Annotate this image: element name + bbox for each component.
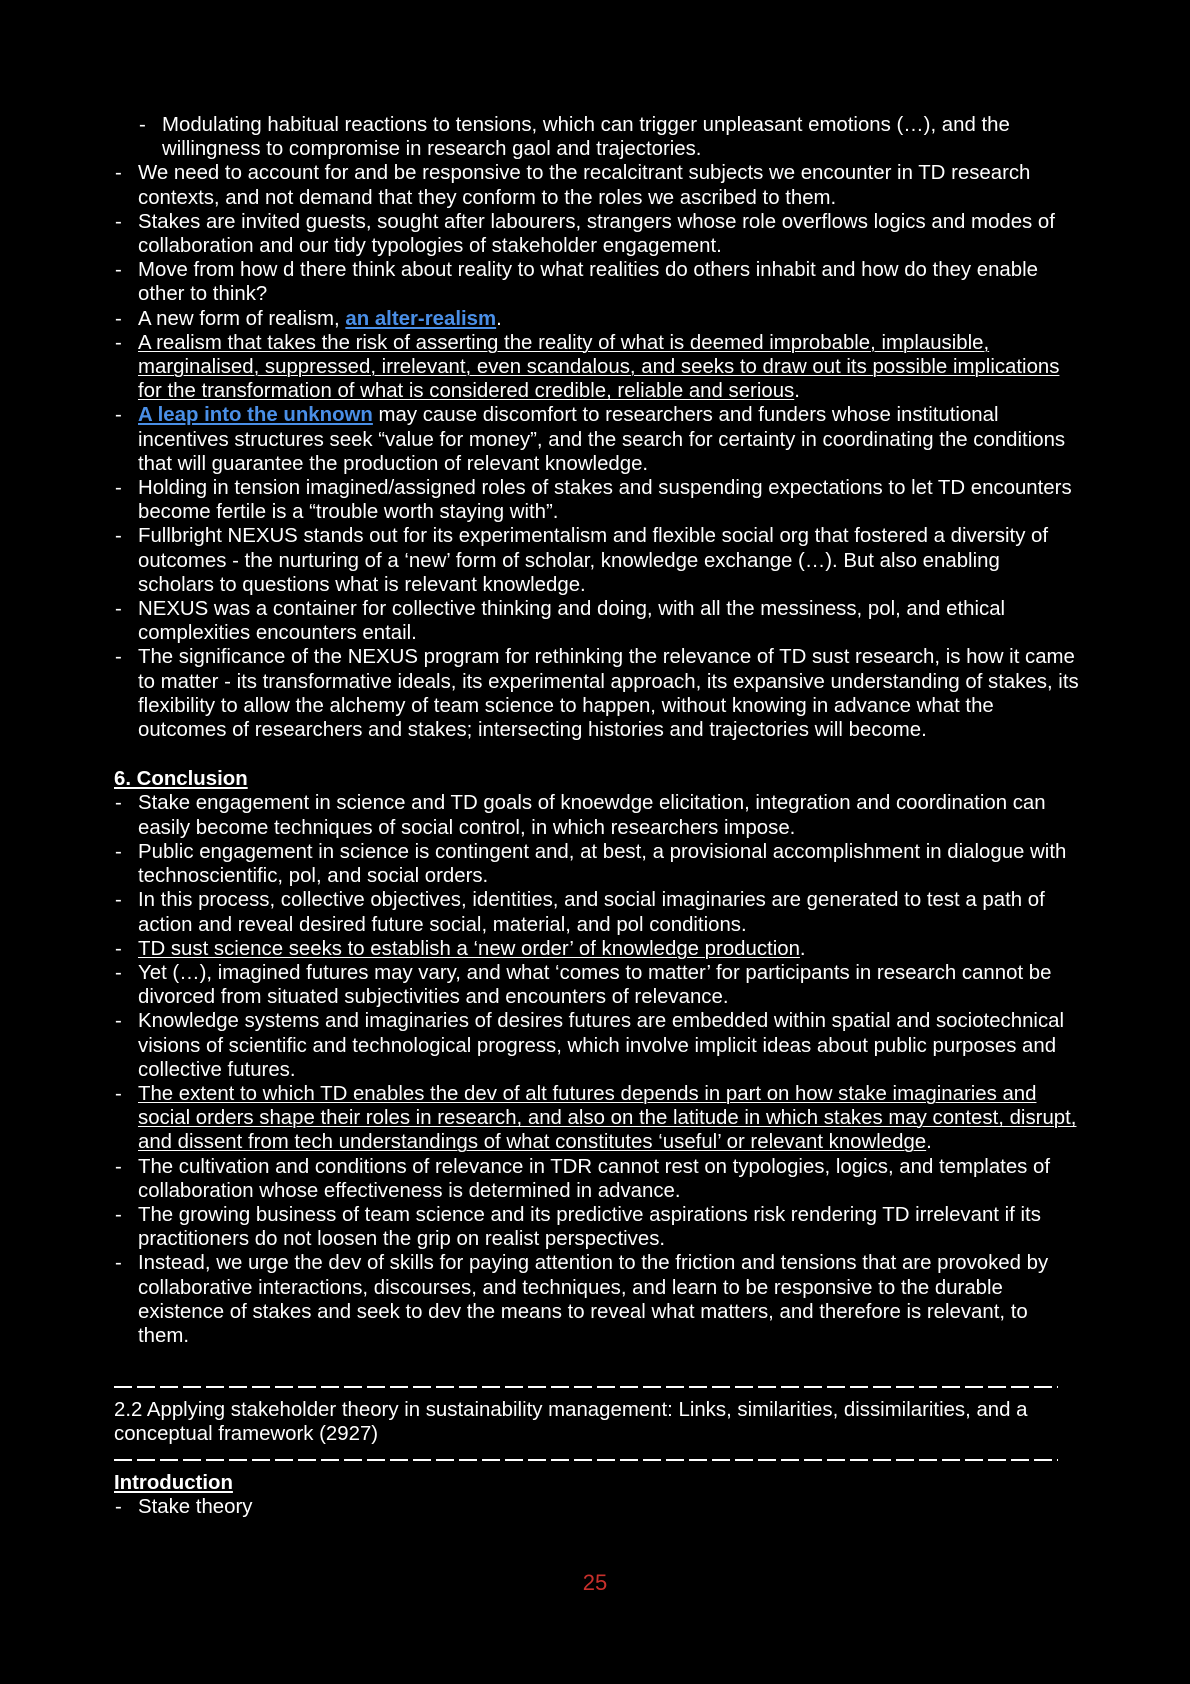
list-item: - Public engagement in science is contingent and, at best, a provisional accomplishment in dialogue with technoscientific, pol, and social orders. bbox=[114, 840, 1079, 888]
separator-top bbox=[114, 1374, 1079, 1398]
list-item: - The cultivation and conditions of relevance in TDR cannot rest on typologies, logics, and templates of collaboration whose effectiveness is determined in advance. bbox=[114, 1155, 1079, 1203]
separator-bottom bbox=[114, 1447, 1079, 1471]
dashed-divider bbox=[114, 1386, 1058, 1388]
list-item: - TD sust science seeks to establish a ‘new order’ of knowledge production. bbox=[114, 937, 1079, 961]
list-item: - Instead, we urge the dev of skills for paying attention to the friction and tensions that are provoked by collaborative interactions, discourses, and techniques, and learn to be responsive to the durable existence of stakes and seek to dev the means to reveal what matters, and therefore is relevant, to them. bbox=[114, 1251, 1079, 1348]
list-item: - Move from how d there think about reality to what realities do others inhabit and how do they enable other to think? bbox=[114, 258, 1079, 306]
list-item: - The significance of the NEXUS program for rethinking the relevance of TD sust research, is how it came to matter - its transformative ideals, its experimental approach, its expansive understanding of stakes, its flexibility to allow the alchemy of team science to happen, without knowing in advance what the outcomes of researchers and stakes; intersecting histories and trajectories will become. bbox=[114, 645, 1079, 742]
page-content bbox=[114, 113, 1079, 1519]
dashed-divider bbox=[114, 1459, 1058, 1461]
underlined-text: The extent to which TD enables the dev of alt futures depends in part on how stake imaginaries and social orders shape their roles in research, and also on the latitude in which stakes may contest, disrupt, and dissent from tech understandings of what constitutes ‘useful’ or relevant knowledge bbox=[138, 1082, 1077, 1154]
list-item: - Knowledge systems and imaginaries of desires futures are embedded within spatial and sociotechnical visions of scientific and technological progress, which involve implicit ideas about public purposes and collective futures. bbox=[114, 1009, 1079, 1082]
list-item: - Modulating habitual reactions to tensions, which can trigger unpleasant emotions (…), and the willingness to compromise in research gaol and trajectories. bbox=[138, 113, 1079, 161]
bullet-list-main bbox=[114, 161, 1079, 742]
list-item: - The extent to which TD enables the dev of alt futures depends in part on how stake imaginaries and social orders shape their roles in research, and also on the latitude in which stakes may contest, disrupt, and dissent from tech understandings of what constitutes ‘useful’ or relevant knowledge. bbox=[114, 1082, 1079, 1155]
list-item: - We need to account for and be responsive to the recalcitrant subjects we encounter in TD research contexts, and not demand that they conform to the roles we ascribed to them. bbox=[114, 161, 1079, 209]
underlined-text: TD sust science seeks to establish a ‘new order’ of knowledge production bbox=[138, 937, 800, 960]
conclusion-bullet-list bbox=[114, 791, 1079, 1348]
list-item: - Stake engagement in science and TD goals of knoewdge elicitation, integration and coordination can easily become techniques of social control, in which researchers impose. bbox=[114, 791, 1079, 839]
page-number: 25 bbox=[582, 1570, 608, 1595]
list-item: - Yet (…), imagined futures may vary, and what ‘comes to matter’ for participants in research cannot be divorced from situated subjectivities and encounters of relevance. bbox=[114, 961, 1079, 1009]
list-item: - Stakes are invited guests, sought after labourers, strangers whose role overflows logics and modes of collaboration and our tidy typologies of stakeholder engagement. bbox=[114, 210, 1079, 258]
introduction-bullet-list bbox=[114, 1495, 1079, 1519]
paper-title: 2.2 Applying stakeholder theory in sustainability management: Links, similarities, dissimilarities, and a conceptual framework (2927) bbox=[114, 1399, 1028, 1446]
list-item: - Fullbright NEXUS stands out for its experimentalism and flexible social org that fostered a diversity of outcomes - the nurturing of a ‘new’ form of scholar, knowledge exchange (…). But also enabling scholars to questions what is relevant knowledge. bbox=[114, 524, 1079, 597]
list-item: - Stake theory bbox=[114, 1495, 1079, 1519]
sub-bullet-list bbox=[114, 113, 1079, 161]
list-item: - In this process, collective objectives, identities, and social imaginaries are generated to test a path of action and reveal desired future social, material, and pol conditions. bbox=[114, 888, 1079, 936]
list-item: - NEXUS was a container for collective thinking and doing, with all the messiness, pol, and ethical complexities encounters entail. bbox=[114, 597, 1079, 645]
alter-realism-link[interactable]: an alter-realism bbox=[345, 307, 497, 330]
list-item: - Holding in tension imagined/assigned roles of stakes and suspending expectations to let TD encounters become fertile is a “trouble worth staying with”. bbox=[114, 476, 1079, 524]
list-item: - A realism that takes the risk of asserting the reality of what is deemed improbable, implausible, marginalised, suppressed, irrelevant, even scandalous, and seeks to draw out its possible implications for the transformation of what is considered credible, reliable and serious. bbox=[114, 331, 1079, 404]
list-item: - A new form of realism, an alter-realism. bbox=[114, 307, 1079, 331]
underlined-text: A realism that takes the risk of asserting the reality of what is deemed improbable, implausible, marginalised, suppressed, irrelevant, even scandalous, and seeks to draw out its possible implications for the transformation of what is considered credible, reliable and serious bbox=[138, 331, 1060, 403]
conclusion-heading: 6. Conclusion bbox=[114, 768, 248, 791]
list-item: - A leap into the unknown may cause discomfort to researchers and funders whose institutional incentives structures seek “value for money”, and the search for certainty in coordinating the conditions that will guarantee the production of relevant knowledge. bbox=[114, 403, 1079, 476]
introduction-heading: Introduction bbox=[114, 1471, 233, 1494]
leap-into-unknown-link[interactable]: A leap into the unknown bbox=[138, 404, 373, 427]
list-item: - The growing business of team science and its predictive aspirations risk rendering TD irrelevant if its practitioners do not loosen the grip on realist perspectives. bbox=[114, 1203, 1079, 1251]
